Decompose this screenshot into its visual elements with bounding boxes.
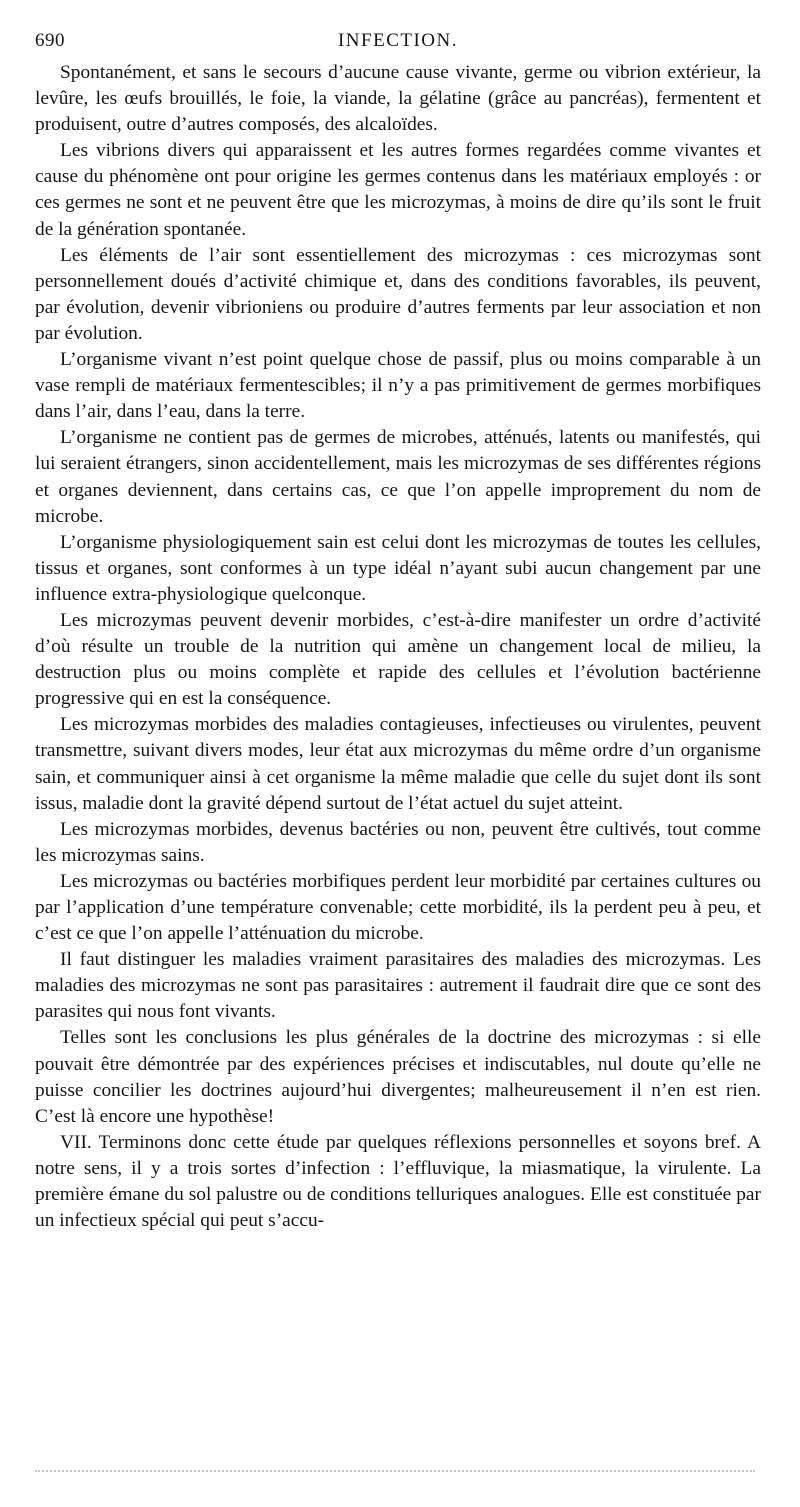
- page-header: [35, 30, 761, 56]
- paragraph-7: Les microzymas peuvent devenir morbides, c’est-à-dire manifester un ordre d’activité d’où résulte un trouble de la nutrition qui amène un changement local de milieu, la destruction plus ou moins complète et rapide des cellules et l’évolution bactérienne progressive qui en est la conséquence.: [35, 609, 761, 710]
- paragraph-8: Les microzymas morbides des maladies contagieuses, infectieuses ou virulentes, peuvent transmettre, suivant divers modes, leur état aux microzymas du même ordre d’un organisme sain, et communiquer ainsi à cet organisme la même maladie que celle du sujet dont ils sont issus, maladie dont la gravité dépend surtout de l’état actuel du sujet atteint.: [35, 714, 761, 814]
- document-page: [35, 30, 761, 1234]
- paragraph-3: Les éléments de l’air sont essentiellement des microzymas : ces microzymas sont personnellement doués d’activité chimique et, dans des conditions favorables, ils peuvent, par évolution, devenir vibrioniens ou produire d’autres ferments par leur association et non par évolution.: [35, 244, 761, 344]
- paragraph-9: Les microzymas morbides, devenus bactéries ou non, peuvent être cultivés, tout comme les microzymas sains.: [35, 818, 761, 866]
- paragraph-10: Les microzymas ou bactéries morbifiques perdent leur morbidité par certaines cultures ou par l’application d’une température convenable; cette morbidité, ils la perdent peu à peu, et c’est ce que l’on appelle l’atténuation du microbe.: [35, 870, 761, 945]
- page-number: 690: [35, 30, 65, 51]
- paragraph-4: L’organisme vivant n’est point quelque chose de passif, plus ou moins comparable à un vase rempli de matériaux fermentescibles; il n’y a pas primitivement de germes morbifiques dans l’air, dans l’eau, dans la terre.: [35, 349, 761, 423]
- body-text: [35, 60, 761, 1234]
- running-title: INFECTION.: [337, 30, 459, 51]
- paragraph-1: Spontanément, et sans le secours d’aucune cause vivante, germe ou vibrion extérieur, la levûre, les œufs brouillés, le foie, la viande, la gélatine (grâce au pancréas), fermentent et produisent, outre d’autres composés, des alcaloïdes.: [35, 62, 761, 136]
- paragraph-12: Telles sont les conclusions les plus générales de la doctrine des microzymas : si elle pouvait être démontrée par des expériences précises et indiscutables, nul doute qu’elle ne puisse concilier les doctrines aujourd’hui divergentes; malheureusement il n’en est rien. C’est là encore une hypothèse!: [35, 1027, 761, 1127]
- paragraph-2: Les vibrions divers qui apparaissent et les autres formes regardées comme vivantes et cause du phénomène ont pour origine les germes contenus dans les matériaux employés : or ces germes ne sont et ne peuvent être que les microzymas, à moins de dire qu’ils sont le fruit de la génération spontanée.: [35, 140, 761, 240]
- paragraph-6: L’organisme physiologiquement sain est celui dont les microzymas de toutes les cellules, tissus et organes, sont conformes à un type idéal n’ayant subi aucun changement par une influence extra-physiologique quelconque.: [35, 531, 761, 605]
- paragraph-13: VII. Terminons donc cette étude par quelques réflexions personnelles et soyons bref. A notre sens, il y a trois sortes d’infection : l’effluvique, la miasmatique, la virulente. La première émane du sol palustre ou de conditions telluriques analogues. Elle est constituée par un infectieux spécial qui peut s’accu-: [35, 1131, 761, 1232]
- bleed-through-dotted-line: [35, 1470, 755, 1472]
- paragraph-5: L’organisme ne contient pas de germes de microbes, atténués, latents ou manifestés, qui lui seraient étrangers, sinon accidentellement, mais les microzymas de ses différentes régions et organes deviennent, dans certains cas, ce que l’on appelle improprement du nom de microbe.: [35, 427, 761, 527]
- paragraph-11: Il faut distinguer les maladies vraiment parasitaires des maladies des microzymas. Les maladies des microzymas ne sont pas parasitaires : autrement il faudrait dire que ce sont des parasites qui nous font vivants.: [35, 949, 761, 1023]
